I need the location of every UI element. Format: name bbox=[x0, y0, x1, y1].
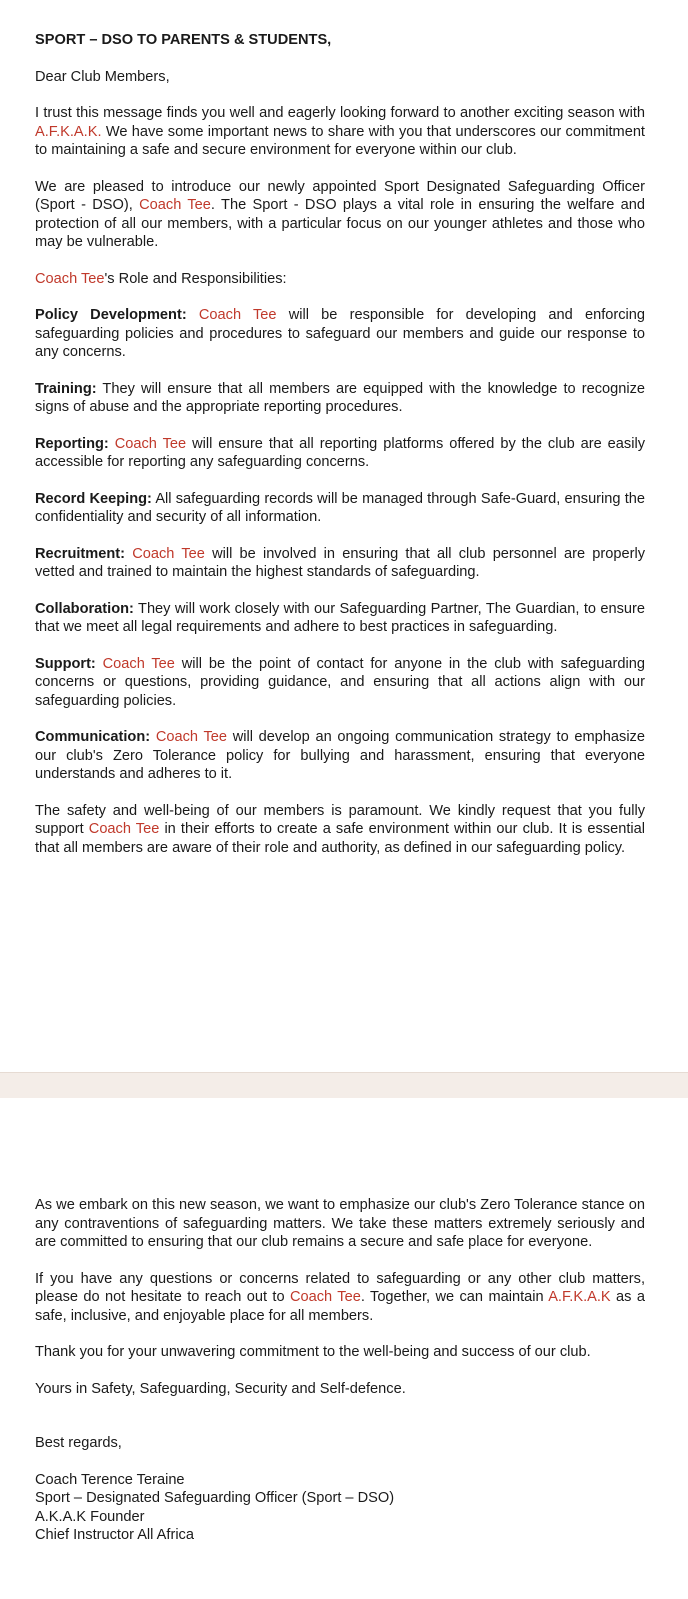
responsibility-text: will develop an ongoing communication strategy to emphasize our club's Zero Tolerance policy for bullying and harassment, ensuring that everyone understands and adheres to it. bbox=[35, 729, 645, 782]
signature-role-founder: A.K.A.K Founder bbox=[35, 1508, 145, 1525]
responsibility-text: will be involved in ensuring that all club personnel are properly vetted and trained to maintain the highest standards of safeguarding. bbox=[35, 545, 645, 580]
announcement-paragraph bbox=[35, 178, 645, 252]
club-name: A.F.K.A.K bbox=[548, 1289, 611, 1305]
coach-name: Coach Tee bbox=[102, 655, 175, 672]
yours-line: Yours in Safety, Safeguarding, Security and Self-defence. bbox=[35, 1380, 406, 1397]
greeting: Dear Club Members, bbox=[35, 68, 170, 85]
responsibility-text bbox=[187, 307, 199, 323]
coach-name: Coach Tee bbox=[155, 729, 227, 745]
responsibility-training bbox=[35, 380, 645, 417]
club-name: A.F.K.A.K. bbox=[35, 123, 102, 140]
contact-text-1: If you have any questions or concerns related to safeguarding or any other club matters, please do not hesitate to reach out to bbox=[35, 1270, 645, 1305]
responsibility-recruitment bbox=[35, 545, 645, 582]
signature-title: Sport – Designated Safeguarding Officer (Sport – DSO) bbox=[35, 1490, 395, 1506]
regards-line: Best regards, bbox=[35, 1435, 122, 1451]
responsibility-communication bbox=[35, 728, 645, 784]
responsibility-term: Communication: bbox=[35, 729, 151, 745]
coach-name: Coach Tee bbox=[88, 821, 160, 837]
coach-name: Coach Tee bbox=[198, 307, 277, 323]
responsibility-text: All safeguarding records will be managed through Safe-Guard, ensuring the confidentiality and security of all information. bbox=[35, 490, 646, 525]
closing-request-paragraph bbox=[35, 802, 645, 858]
intro-text-1: I trust this message finds you well and eagerly looking forward to another exciting season with bbox=[35, 105, 645, 121]
contact-text-2: . Together, we can maintain bbox=[360, 1289, 549, 1305]
responsibility-text: will ensure that all reporting platforms offered by the club are easily accessible for reporting any safeguarding concerns. bbox=[35, 435, 645, 470]
responsibility-term: Recruitment: bbox=[35, 545, 126, 562]
contact-text-3: as a safe, inclusive, and enjoyable place for all members. bbox=[35, 1289, 645, 1324]
intro-text-2: We have some important news to share with you that underscores our commitment to maintaining a safe and secure environment for everyone within our club. bbox=[35, 123, 645, 158]
announce-text-1: We are pleased to introduce our newly appointed Sport Designated Safeguarding Officer (Sport - DSO), bbox=[35, 178, 645, 213]
page-separator bbox=[0, 1072, 688, 1099]
signature-role-instructor: Chief Instructor All Africa bbox=[35, 1527, 194, 1543]
coach-name: Coach Tee bbox=[289, 1289, 361, 1305]
responsibility-support bbox=[35, 655, 645, 711]
responsibility-text bbox=[96, 656, 103, 672]
coach-name: Coach Tee bbox=[35, 270, 105, 287]
closing-text-1: The safety and well-being of our members is paramount. We kindly request that you fully support bbox=[35, 802, 645, 837]
letter-heading: SPORT – DSO TO PARENTS & STUDENTS, bbox=[35, 32, 332, 48]
page-1-content bbox=[35, 31, 645, 875]
responsibility-text: will be responsible for developing and enforcing safeguarding policies and procedures to safeguard our members and guide our response to any concerns. bbox=[35, 307, 645, 360]
responsibility-text: They will work closely with our Safeguarding Partner, The Guardian, to ensure that we meet all legal requirements and adhere to best practices in safeguarding. bbox=[35, 600, 645, 635]
responsibility-term: Training: bbox=[35, 380, 97, 397]
responsibility-policy bbox=[35, 306, 645, 362]
roles-heading-text: 's Role and Responsibilities: bbox=[104, 270, 287, 287]
responsibility-term: Support: bbox=[35, 655, 96, 672]
announce-text-2: . The Sport - DSO plays a vital role in ensuring the welfare and protection of all our members, with a particular focus on our younger athletes and those who may be vulnerable. bbox=[35, 197, 645, 250]
closing-text-2: in their efforts to create a safe environment within our club. It is essential that all members are aware of their role and authority, as defined in our safeguarding policy. bbox=[35, 821, 645, 856]
responsibility-reporting bbox=[35, 435, 645, 472]
letter-page-2 bbox=[0, 1098, 688, 1599]
responsibility-text: They will ensure that all members are equipped with the knowledge to recognize signs of abuse and the appropriate reporting procedures. bbox=[35, 380, 645, 415]
responsibility-record-keeping bbox=[35, 490, 645, 527]
contact-paragraph bbox=[35, 1270, 645, 1326]
coach-name: Coach Tee bbox=[139, 197, 211, 213]
zero-tolerance-paragraph: As we embark on this new season, we want to emphasize our club's Zero Tolerance stance on any contraventions of safeguarding matters. We take these matters extremely seriously and are committed to ensuring that our club remains a secure and safe place for everyone. bbox=[35, 1197, 645, 1250]
responsibility-text: will be the point of contact for anyone in the club with safeguarding concerns or questions, providing guidance, and ensuring that all actions align with our safeguarding policies. bbox=[35, 655, 645, 709]
roles-heading bbox=[35, 270, 645, 289]
responsibility-term: Reporting: bbox=[35, 435, 109, 452]
page-2-content bbox=[35, 1196, 645, 1545]
thanks-paragraph: Thank you for your unwavering commitment to the well-being and success of our club. bbox=[35, 1344, 591, 1360]
signature-name: Coach Terence Teraine bbox=[35, 1471, 185, 1488]
coach-name: Coach Tee bbox=[114, 435, 187, 452]
responsibility-term: Collaboration: bbox=[35, 600, 134, 617]
responsibility-term: Policy Development: bbox=[35, 307, 187, 323]
signature-block bbox=[35, 1471, 645, 1545]
responsibility-collaboration bbox=[35, 600, 645, 637]
coach-name: Coach Tee bbox=[132, 545, 205, 562]
responsibility-term: Record Keeping: bbox=[35, 490, 152, 507]
intro-paragraph bbox=[35, 104, 645, 160]
